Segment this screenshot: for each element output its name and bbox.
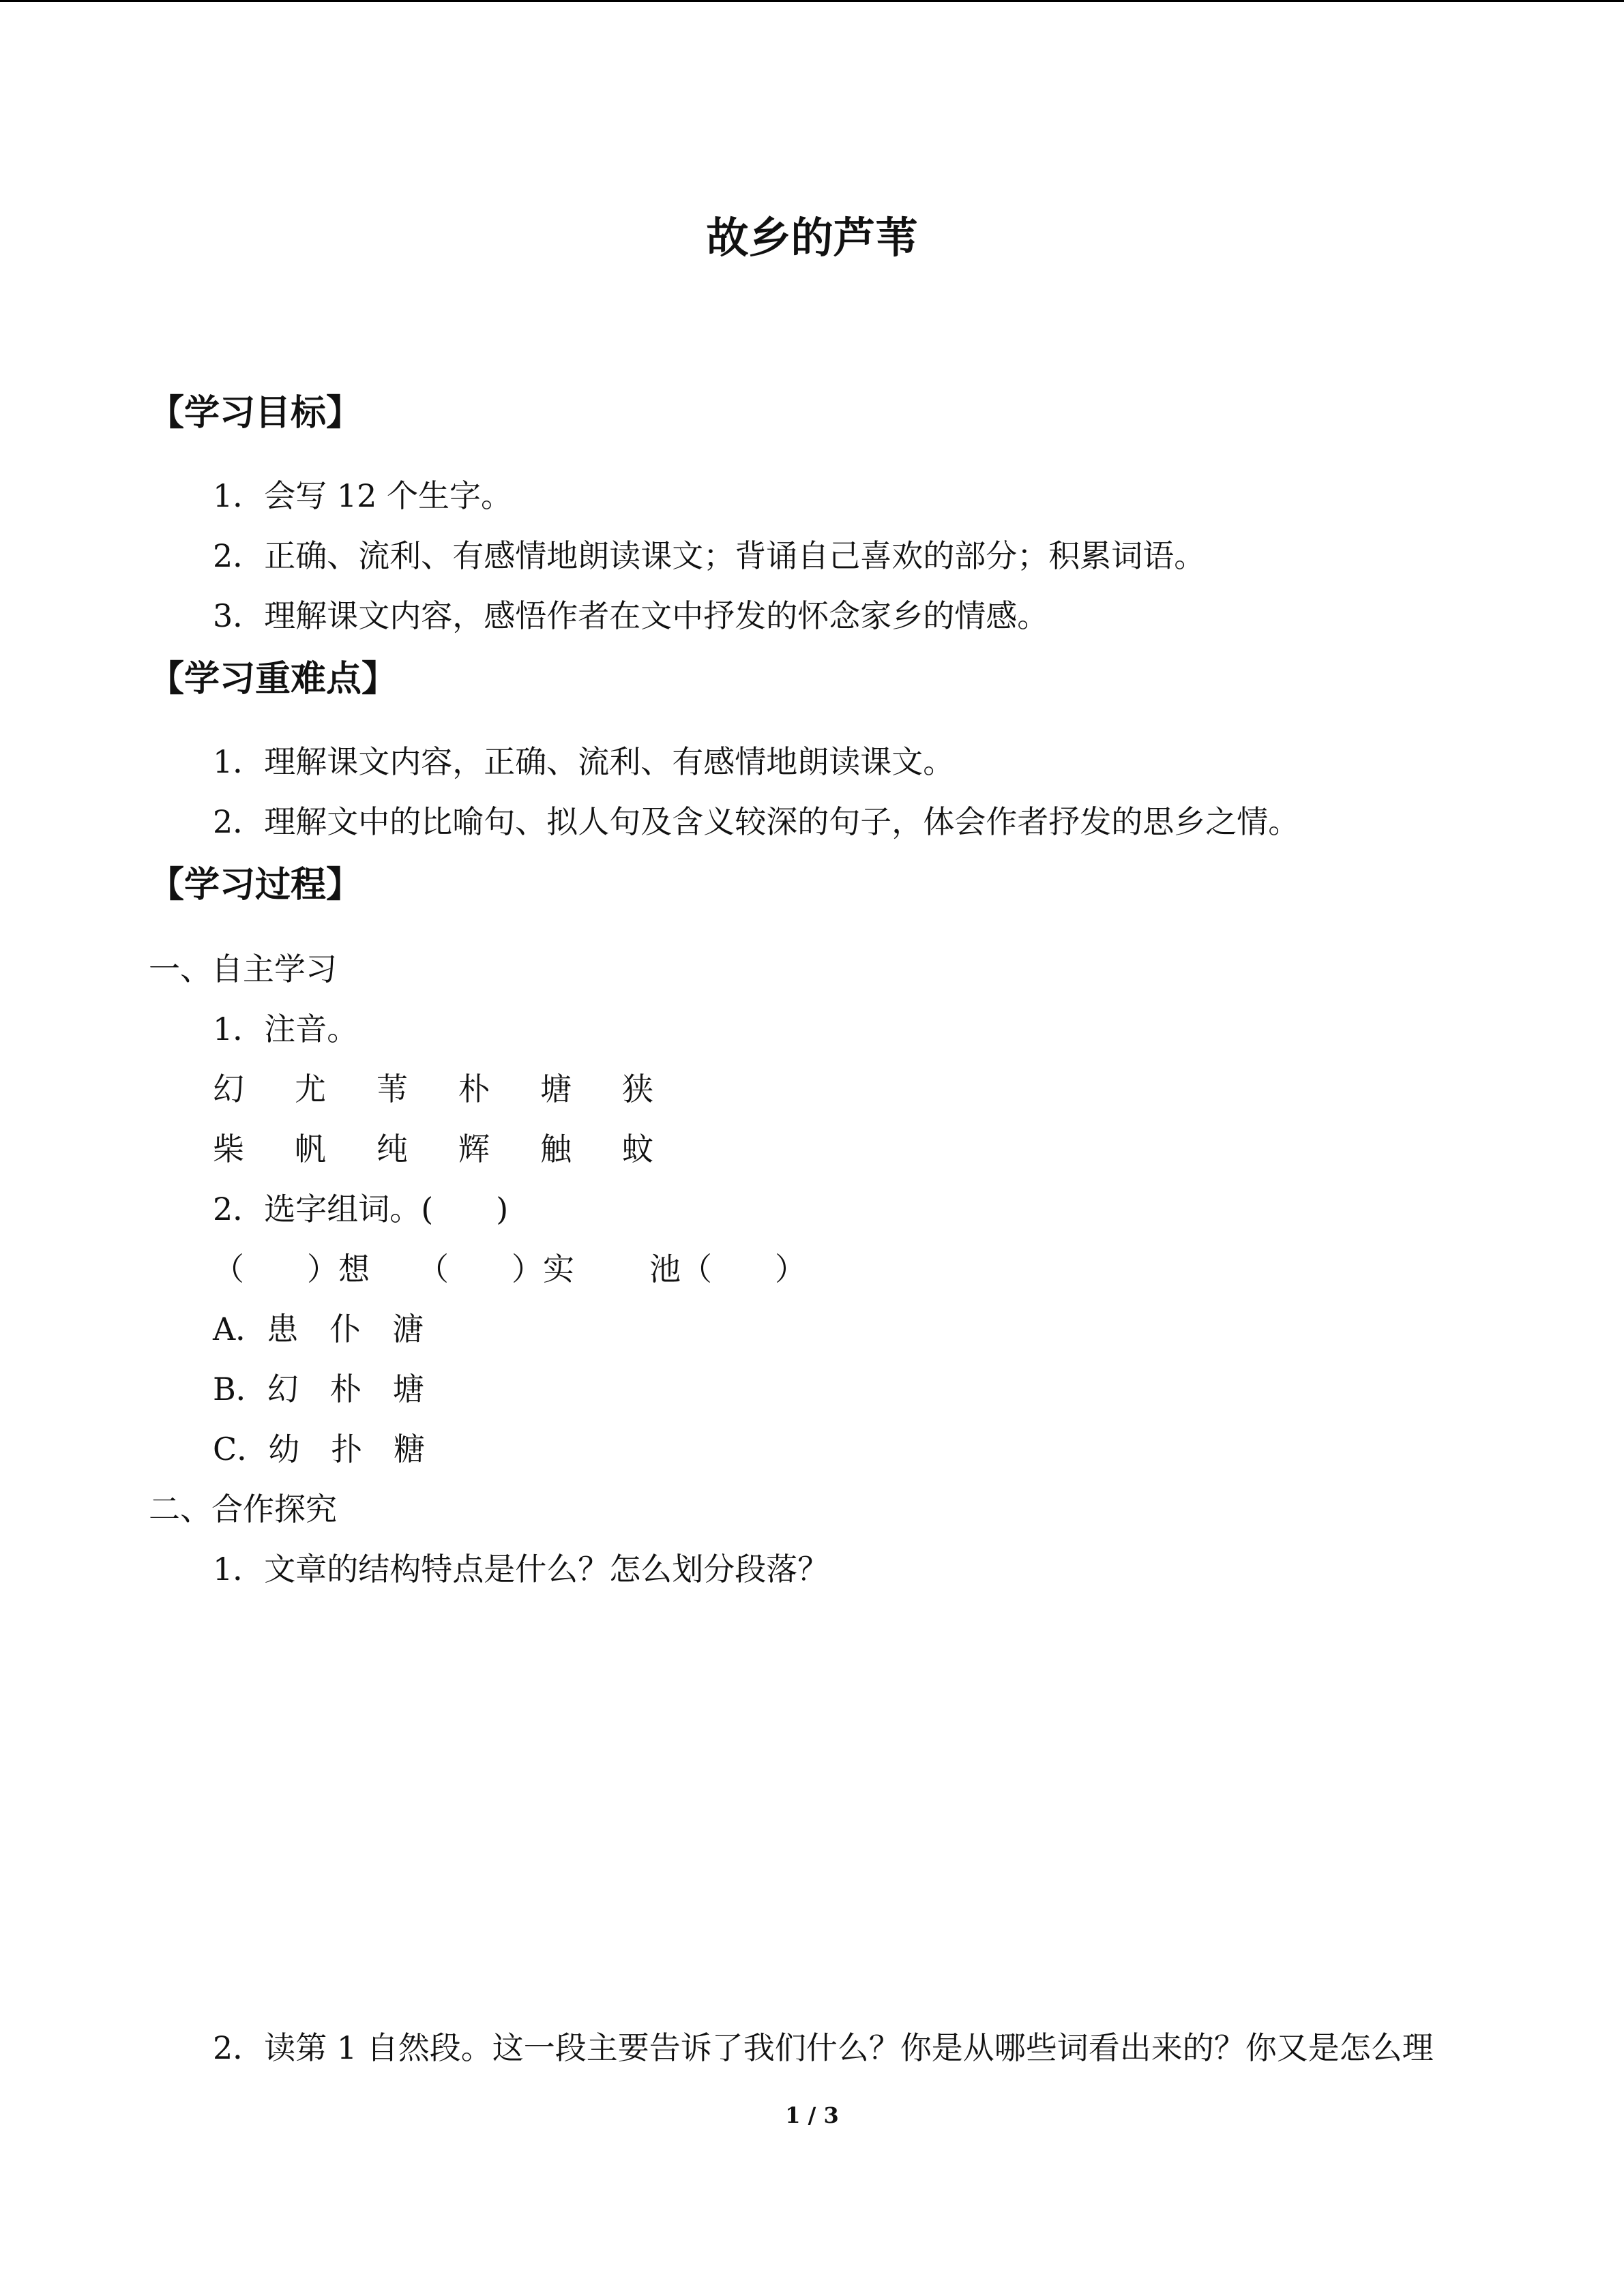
key-point-item-1: 1．理解课文内容，正确、流利、有感情地朗读课文。	[213, 743, 955, 780]
char-item: 塘	[540, 1071, 572, 1107]
blank-item: （ ）实	[417, 1251, 574, 1287]
goal-item-3: 3．理解课文内容，感悟作者在文中抒发的怀念家乡的情感。	[213, 597, 1049, 634]
char-item: 幻	[213, 1071, 244, 1107]
top-border	[0, 0, 1624, 2]
option-a: A．患 仆 溏	[213, 1311, 424, 1347]
char-item: 触	[540, 1131, 572, 1167]
goal-item-1: 1．会写 12 个生字。	[213, 477, 513, 514]
char-item: 苇	[377, 1071, 408, 1107]
question-phonetics: 1．注音。	[213, 1011, 359, 1047]
key-point-item-2: 2．理解文中的比喻句、拟人句及含义较深的句子，体会作者抒发的思乡之情。	[213, 803, 1300, 840]
page-title: 故乡的芦苇	[706, 213, 918, 263]
page-number: 1 / 3	[785, 2102, 839, 2128]
option-c: C．幼 扑 糖	[213, 1431, 426, 1467]
question-paragraph-1: 2．读第 1 自然段。这一段主要告诉了我们什么？你是从哪些词看出来的？你又是怎么理	[213, 2029, 1434, 2066]
char-item: 蚊	[622, 1131, 653, 1167]
char-item: 狭	[622, 1071, 653, 1107]
goal-item-2: 2．正确、流利、有感情地朗读课文；背诵自己喜欢的部分；积累词语。	[213, 537, 1206, 574]
blank-item: （ ）想	[213, 1251, 370, 1287]
section-heading-process: 【学习过程】	[149, 864, 362, 906]
char-item: 帆	[295, 1131, 326, 1167]
char-item: 尤	[295, 1071, 326, 1107]
char-item: 柴	[213, 1131, 244, 1167]
char-item: 朴	[458, 1071, 490, 1107]
blank-item: 池（ ）	[649, 1251, 806, 1287]
part1-heading: 一、自主学习	[149, 951, 337, 987]
section-heading-goals: 【学习目标】	[149, 392, 362, 434]
part2-heading: 二、合作探究	[149, 1491, 337, 1527]
question-structure: 1．文章的结构特点是什么？怎么划分段落？	[213, 1551, 829, 1587]
question-word-choice: 2．选字组词。( )	[213, 1191, 509, 1227]
char-item: 辉	[458, 1131, 490, 1167]
section-heading-key-points: 【学习重难点】	[149, 658, 398, 700]
char-item: 纯	[377, 1131, 408, 1167]
option-b: B．幻 朴 塘	[213, 1371, 424, 1407]
